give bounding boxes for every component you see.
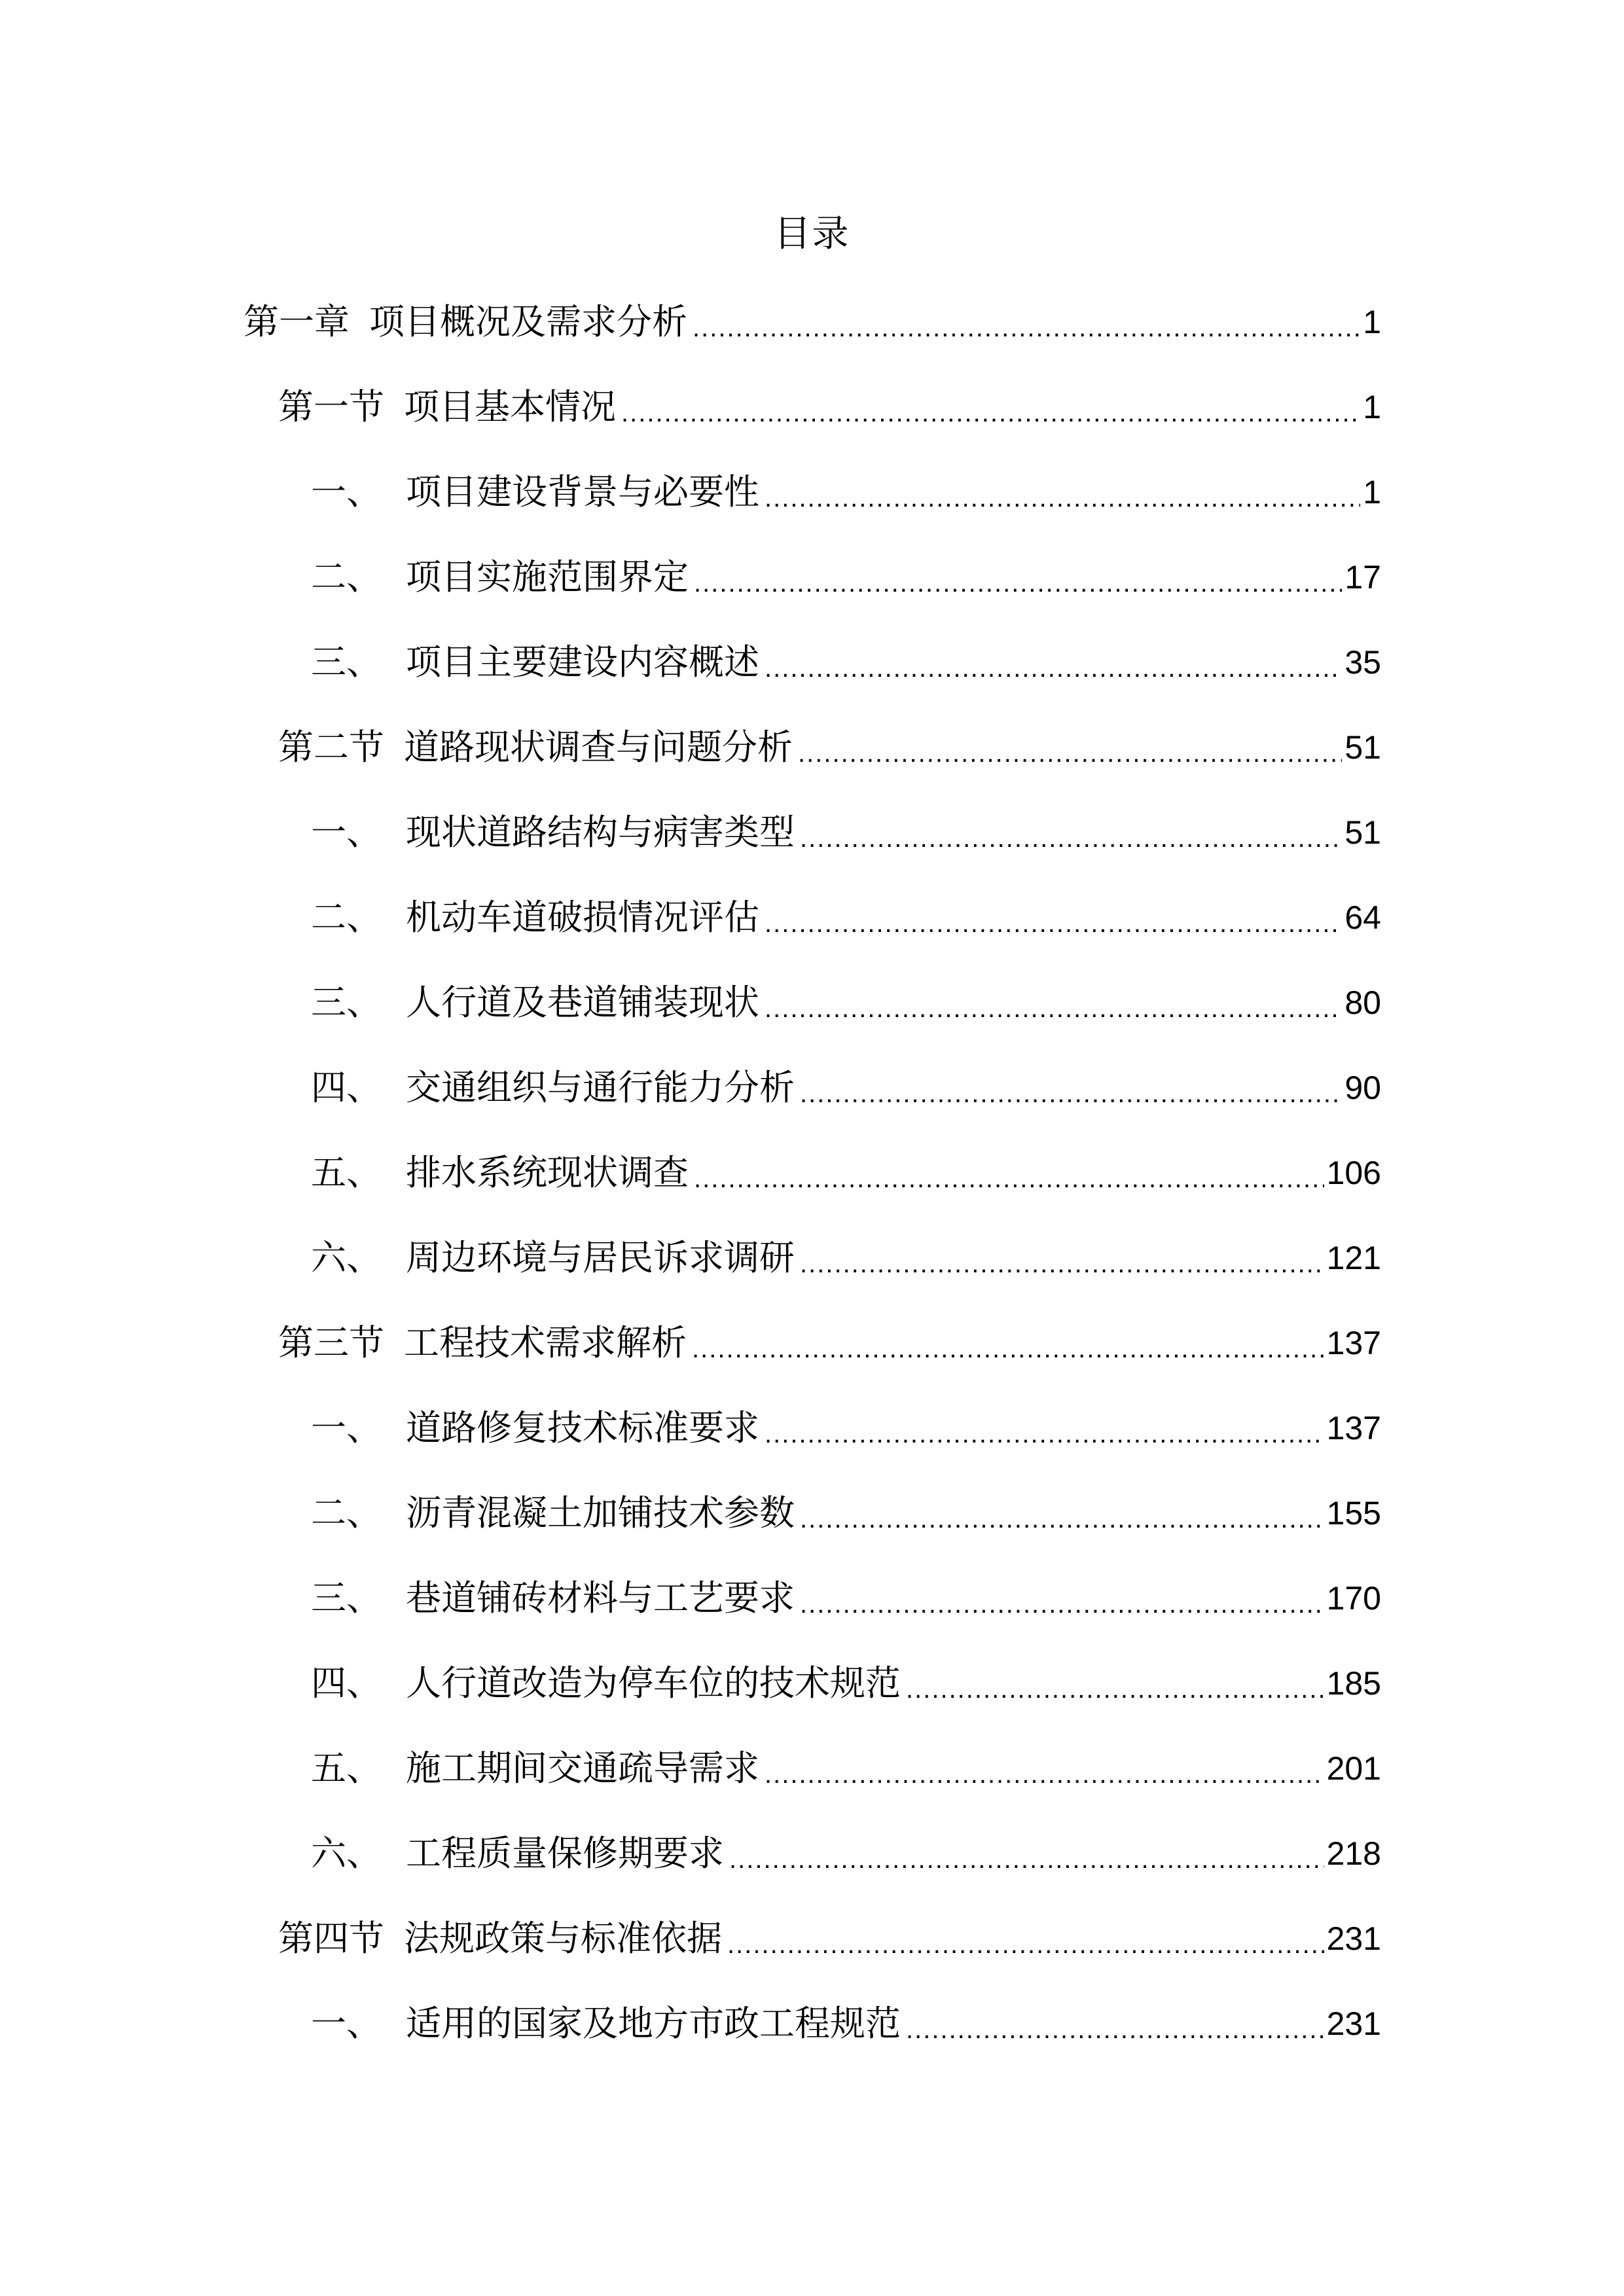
entry-label: 交通组织与通行能力分析	[406, 1067, 795, 1108]
entry-label: 巷道铺砖材料与工艺要求	[406, 1577, 795, 1619]
toc-entry-item[interactable]	[0, 1062, 1381, 1114]
entry-page-number: 137	[1326, 1410, 1381, 1446]
entry-number: 三、	[311, 641, 382, 683]
toc-entry-item[interactable]	[0, 551, 1381, 603]
entry-number: 二、	[311, 1492, 382, 1534]
entry-number: 一、	[311, 2003, 382, 2044]
toc-entry-chapter[interactable]	[0, 296, 1381, 348]
dot-leader	[800, 1244, 1324, 1284]
entry-page-number: 218	[1326, 1835, 1381, 1872]
entry-label: 人行道及巷道铺装现状	[406, 982, 759, 1023]
toc-entry-section[interactable]	[0, 1317, 1381, 1369]
entry-page-number: 64	[1344, 899, 1381, 936]
dot-leader	[621, 393, 1360, 433]
entry-number: 第一章	[244, 301, 350, 342]
dot-leader	[765, 478, 1360, 518]
entry-page-number: 35	[1344, 644, 1381, 681]
entry-page-number: 17	[1344, 559, 1381, 596]
entry-number: 第一节	[278, 386, 384, 427]
entry-page-number: 1	[1363, 474, 1381, 511]
dot-leader	[800, 818, 1342, 859]
toc-entry-item[interactable]	[0, 806, 1381, 859]
entry-number: 第三节	[278, 1322, 384, 1363]
entry-page-number: 231	[1326, 2005, 1381, 2042]
dot-leader	[800, 1073, 1342, 1114]
dot-leader	[798, 733, 1342, 774]
entry-label: 工程技术需求解析	[404, 1322, 687, 1363]
entry-number: 四、	[311, 1662, 382, 1704]
entry-page-number: 185	[1326, 1665, 1381, 1702]
dot-leader	[694, 563, 1342, 603]
entry-label: 施工期间交通疏导需求	[406, 1748, 759, 1789]
entry-label: 机动车道破损情况评估	[406, 897, 759, 938]
toc-entry-item[interactable]	[0, 1572, 1381, 1624]
dot-leader	[906, 2009, 1324, 2050]
toc-entry-item[interactable]	[0, 891, 1381, 944]
entry-label: 工程质量保修期要求	[406, 1833, 724, 1874]
entry-page-number: 201	[1326, 1750, 1381, 1787]
entry-label: 排水系统现状调查	[406, 1152, 689, 1193]
dot-leader	[765, 648, 1342, 689]
entry-label: 法规政策与标准依据	[404, 1918, 722, 1959]
toc-entry-item[interactable]	[0, 636, 1381, 689]
entry-number: 四、	[311, 1067, 382, 1108]
toc-entry-section[interactable]	[0, 1912, 1381, 1965]
dot-leader	[692, 1329, 1324, 1369]
dot-leader	[729, 1839, 1324, 1880]
entry-label: 项目基本情况	[404, 386, 616, 427]
toc-entry-item[interactable]	[0, 466, 1381, 518]
entry-number: 三、	[311, 982, 382, 1023]
dot-leader	[800, 1499, 1324, 1539]
entry-page-number: 155	[1326, 1495, 1381, 1532]
toc-entry-item[interactable]	[0, 1998, 1381, 2050]
toc-entry-item[interactable]	[0, 1487, 1381, 1539]
entry-number: 三、	[311, 1577, 382, 1619]
entry-page-number: 80	[1344, 984, 1381, 1021]
dot-leader	[800, 1584, 1324, 1624]
entry-number: 二、	[311, 556, 382, 598]
entry-label: 周边环境与居民诉求调研	[406, 1237, 795, 1278]
toc-entry-item[interactable]	[0, 1402, 1381, 1454]
dot-leader	[693, 308, 1360, 348]
entry-label: 项目实施范围界定	[406, 556, 689, 598]
entry-label: 现状道路结构与病害类型	[406, 812, 795, 853]
entry-number: 二、	[311, 897, 382, 938]
dot-leader	[765, 903, 1342, 944]
entry-page-number: 51	[1344, 729, 1381, 766]
dot-leader	[906, 1669, 1324, 1710]
entry-label: 道路修复技术标准要求	[406, 1407, 759, 1448]
entry-number: 五、	[311, 1152, 382, 1193]
entry-page-number: 1	[1363, 304, 1381, 340]
toc-entry-section[interactable]	[0, 721, 1381, 774]
entry-page-number: 1	[1363, 389, 1381, 425]
toc-entry-item[interactable]	[0, 1232, 1381, 1284]
entry-label: 道路现状调查与问题分析	[404, 726, 793, 768]
dot-leader	[765, 988, 1342, 1029]
toc-entry-item[interactable]	[0, 977, 1381, 1029]
toc-entry-item[interactable]	[0, 1657, 1381, 1710]
entry-label: 项目概况及需求分析	[369, 301, 687, 342]
entry-number: 一、	[311, 471, 382, 512]
toc-entry-item[interactable]	[0, 1827, 1381, 1880]
entry-label: 人行道改造为停车位的技术规范	[406, 1662, 901, 1704]
toc-entry-section[interactable]	[0, 381, 1381, 433]
entry-page-number: 90	[1344, 1069, 1381, 1106]
entry-label: 适用的国家及地方市政工程规范	[406, 2003, 901, 2044]
entry-page-number: 121	[1326, 1240, 1381, 1276]
dot-leader	[765, 1754, 1324, 1795]
entry-number: 第四节	[278, 1918, 384, 1959]
entry-page-number: 137	[1326, 1325, 1381, 1361]
dot-leader	[727, 1924, 1324, 1965]
entry-number: 六、	[311, 1833, 382, 1874]
entry-label: 项目建设背景与必要性	[406, 471, 759, 512]
entry-label: 项目主要建设内容概述	[406, 641, 759, 683]
toc-entry-item[interactable]	[0, 1742, 1381, 1795]
entry-page-number: 51	[1344, 814, 1381, 851]
toc-title: 目录	[774, 213, 850, 255]
toc-entry-item[interactable]	[0, 1147, 1381, 1199]
dot-leader	[765, 1414, 1324, 1454]
entry-page-number: 170	[1326, 1580, 1381, 1617]
entry-page-number: 231	[1326, 1920, 1381, 1957]
dot-leader	[694, 1158, 1324, 1199]
entry-number: 一、	[311, 1407, 382, 1448]
entry-number: 第二节	[278, 726, 384, 768]
entry-number: 五、	[311, 1748, 382, 1789]
entry-number: 一、	[311, 812, 382, 853]
entry-label: 沥青混凝土加铺技术参数	[406, 1492, 795, 1534]
entry-page-number: 106	[1326, 1155, 1381, 1191]
entry-number: 六、	[311, 1237, 382, 1278]
